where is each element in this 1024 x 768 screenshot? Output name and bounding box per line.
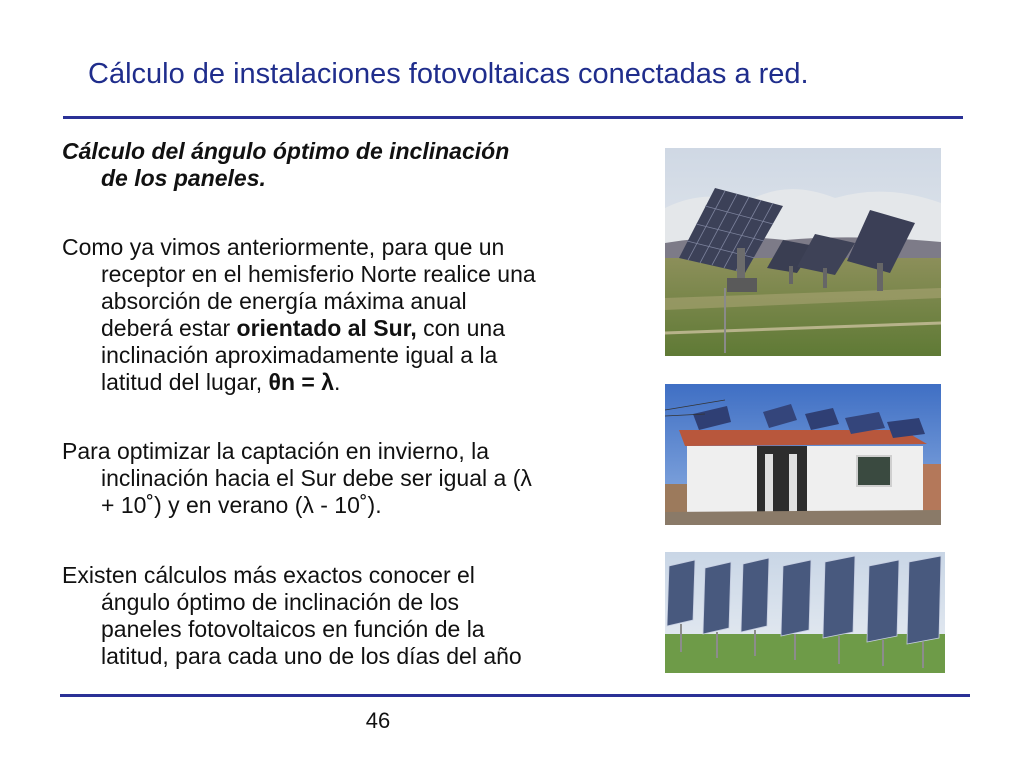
solar-farm-photo bbox=[665, 552, 945, 673]
page-number: 46 bbox=[365, 708, 391, 733]
paragraph-exact-calculations bbox=[62, 562, 652, 670]
text-line bbox=[62, 315, 652, 342]
solar-tracker-illustration bbox=[665, 148, 941, 356]
text-line: Para optimizar la captación en invierno, la bbox=[62, 438, 490, 464]
section-heading bbox=[62, 138, 652, 192]
text-line: + 10˚) y en verano (λ - 10˚). bbox=[101, 492, 382, 518]
text-line: Como ya vimos anteriormente, para que un bbox=[62, 234, 505, 260]
text-line: inclinación aproximadamente igual a la bbox=[101, 342, 498, 368]
text-line: inclinación hacia el Sur debe ser igual a (λ bbox=[101, 465, 532, 491]
footer-divider bbox=[60, 694, 970, 697]
text-line bbox=[62, 369, 652, 396]
text-segment: deberá estar bbox=[101, 315, 237, 341]
text-line: paneles fotovoltaicos en función de la bbox=[101, 616, 485, 642]
heading-line: de los paneles. bbox=[101, 165, 266, 191]
paragraph-seasonal bbox=[62, 438, 652, 519]
text-line: latitud, para cada uno de los días del año bbox=[101, 643, 522, 669]
text-segment: latitud del lugar, bbox=[101, 369, 269, 395]
rooftop-house-photo bbox=[665, 384, 941, 525]
text-line: absorción de energía máxima anual bbox=[101, 288, 467, 314]
text-line: Existen cálculos más exactos conocer el bbox=[62, 562, 475, 588]
solar-tracker-photo bbox=[665, 148, 941, 356]
solar-farm-illustration bbox=[665, 552, 945, 673]
bold-segment: orientado al Sur, bbox=[236, 315, 417, 341]
text-line: ángulo óptimo de inclinación de los bbox=[101, 589, 460, 615]
text-line: receptor en el hemisferio Norte realice una bbox=[101, 261, 536, 287]
formula: θn = λ bbox=[268, 369, 335, 395]
text-segment: . bbox=[334, 369, 341, 395]
text-segment: con una bbox=[416, 315, 505, 341]
slide-title: Cálculo de instalaciones fotovoltaicas conectadas a red. bbox=[88, 58, 809, 90]
rooftop-house-illustration bbox=[665, 384, 941, 525]
heading-line: Cálculo del ángulo óptimo de inclinación bbox=[62, 138, 510, 164]
paragraph-orientation bbox=[62, 234, 652, 396]
title-divider bbox=[63, 116, 963, 119]
